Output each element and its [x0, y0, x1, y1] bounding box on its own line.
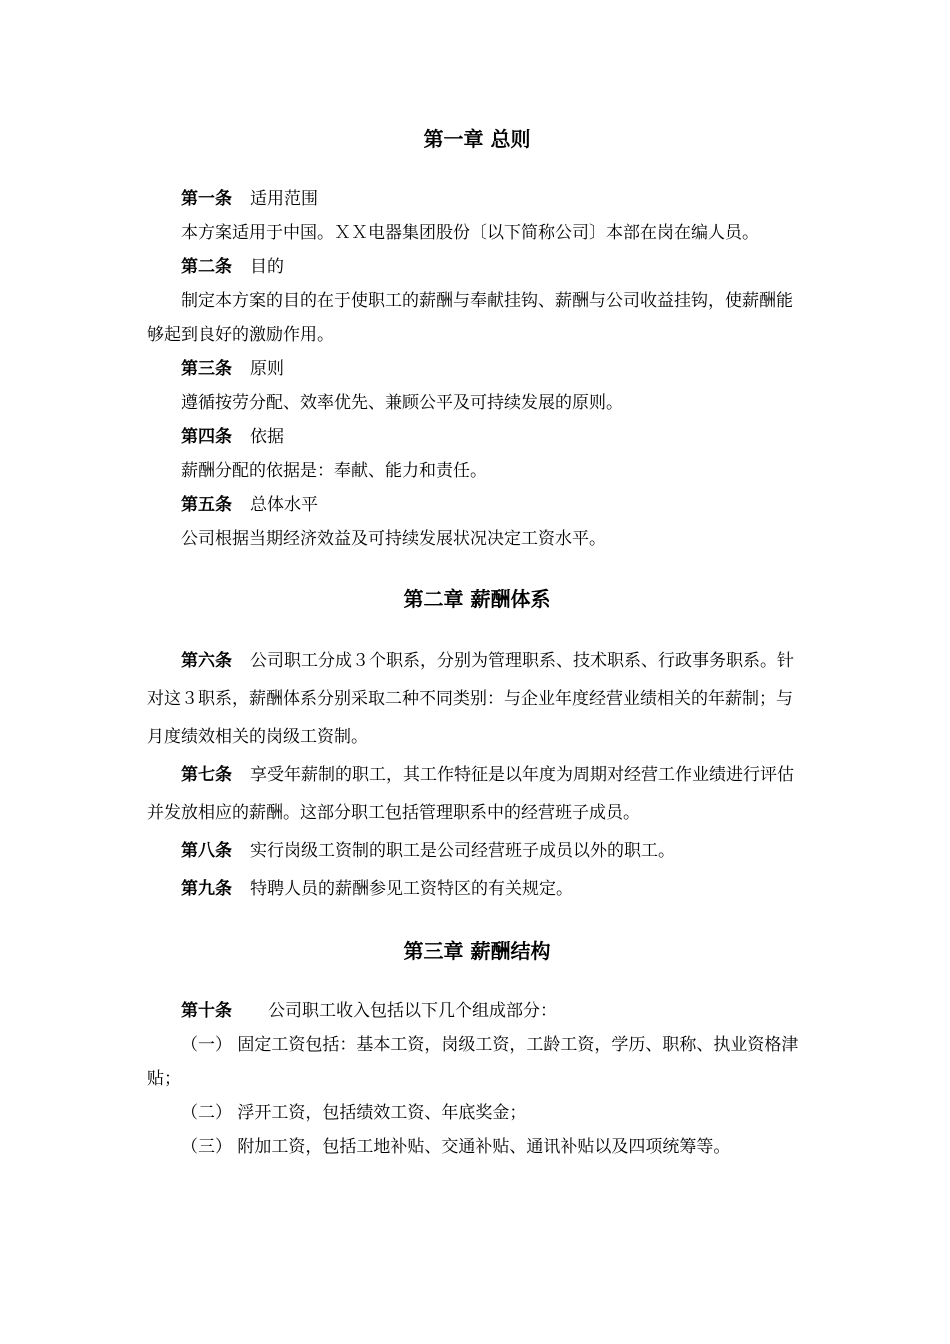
article-title: 依据 — [250, 427, 284, 447]
article-paragraph: 遵循按劳分配、效率优先、兼顾公平及可持续发展的原则。 — [181, 393, 623, 413]
article-paragraph: 公司根据当期经济效益及可持续发展状况决定工资水平。 — [181, 529, 606, 549]
chapter-2-title: 第二章 薪酬体系 — [403, 587, 551, 611]
article-label: 第七条 — [181, 765, 232, 785]
article-paragraph: 薪酬分配的依据是：奉献、能力和责任。 — [181, 461, 487, 481]
article-text: 享受年薪制的职工，其工作特征是以年度为周期对经营工作业绩进行评估并发放相应的薪酬。这部分职工包括管理职系中的经营班子成员。 — [147, 765, 794, 823]
list-item: （三） 附加工资，包括工地补贴、交通补贴、通讯补贴以及四项统筹等。 — [181, 1137, 731, 1157]
article-label: 第四条 — [181, 427, 232, 447]
article-label: 第二条 — [181, 257, 232, 277]
list-item: （一） 固定工资包括：基本工资，岗级工资，工龄工资，学历、职称、执业资格津贴； — [147, 1035, 799, 1089]
article-text: 实行岗级工资制的职工是公司经营班子成员以外的职工。 — [250, 841, 675, 861]
article-paragraph: 制定本方案的目的在于使职工的薪酬与奉献挂钩、薪酬与公司收益挂钩，使薪酬能够起到良好的激励作用。 — [147, 291, 793, 345]
article-paragraph — [147, 870, 807, 908]
article-label: 第三条 — [181, 359, 232, 379]
article-title: 总体水平 — [250, 495, 318, 515]
document-body — [147, 124, 807, 1164]
article-heading — [147, 420, 807, 454]
article-text: 公司职工收入包括以下几个组成部分： — [268, 1001, 557, 1021]
article-text: 特聘人员的薪酬参见工资特区的有关规定。 — [250, 879, 573, 899]
article-paragraph — [147, 756, 807, 832]
article-paragraph: 本方案适用于中国。ＸＸ电器集团股份〔以下简称公司〕本部在岗在编人员。 — [181, 223, 759, 243]
article-paragraph — [147, 994, 807, 1028]
list-item: （二） 浮开工资，包括绩效工资、年底奖金； — [181, 1103, 527, 1123]
article-label: 第一条 — [181, 189, 232, 209]
chapter-3-section — [147, 994, 807, 1164]
article-paragraph — [147, 832, 807, 870]
chapter-2-section — [147, 642, 807, 908]
article-heading — [147, 182, 807, 216]
article-text: 公司职工分成３个职系，分别为管理职系、技术职系、行政事务职系。针对这３职系，薪酬体系分别采取二种不同类别：与企业年度经营业绩相关的年薪制；与月度绩效相关的岗级工资制。 — [147, 651, 794, 747]
chapter-1-title: 第一章 总则 — [423, 127, 531, 151]
article-heading — [147, 352, 807, 386]
article-label: 第五条 — [181, 495, 232, 515]
article-paragraph — [147, 642, 807, 756]
article-heading — [147, 488, 807, 522]
article-title: 目的 — [250, 257, 284, 277]
article-title: 原则 — [250, 359, 284, 379]
chapter-3-title: 第三章 薪酬结构 — [403, 939, 551, 963]
article-label: 第八条 — [181, 841, 232, 861]
chapter-1-section — [147, 182, 807, 556]
article-heading — [147, 250, 807, 284]
article-title: 适用范围 — [250, 189, 318, 209]
article-label: 第六条 — [181, 651, 232, 671]
article-label: 第九条 — [181, 879, 232, 899]
article-label: 第十条 — [181, 1001, 232, 1021]
